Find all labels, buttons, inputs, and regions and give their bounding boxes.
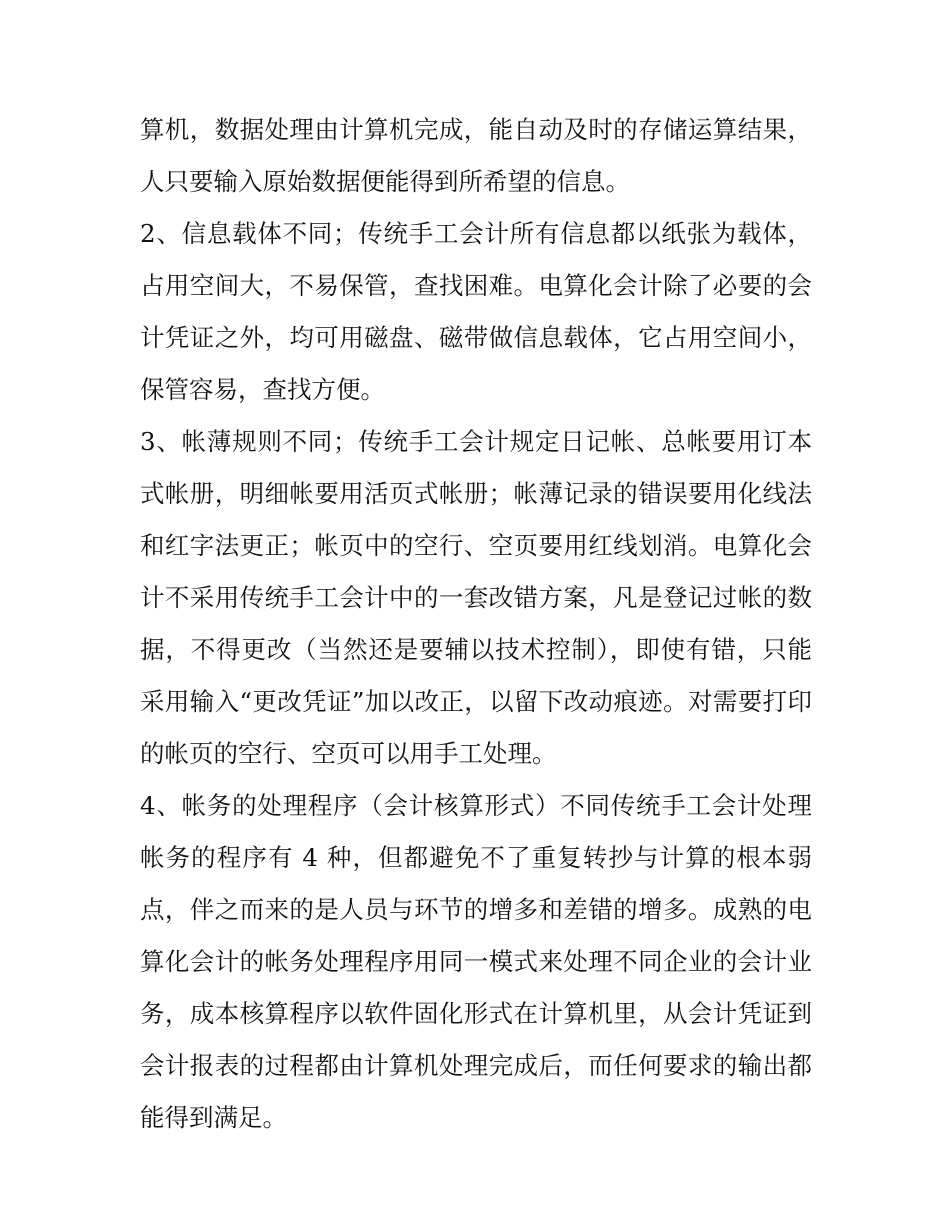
text-line: 占用空间大，不易保管，查找困难。电算化会计除了必要的会 [140, 271, 812, 300]
text-line: 人只要输入原始数据便能得到所希望的信息。 [140, 167, 630, 196]
text-line: 3、帐薄规则不同；传统手工会计规定日记帐、总帐要用订本 [140, 427, 812, 456]
text-line: 会计报表的过程都由计算机处理完成后，而任何要求的输出都 [140, 1051, 812, 1080]
paragraph-information-carrier [140, 208, 812, 416]
document-body [140, 104, 812, 1144]
text-line: 算化会计的帐务处理程序用同一模式来处理不同企业的会计业 [140, 947, 812, 976]
text-line: 点，伴之而来的是人员与环节的增多和差错的增多。成熟的电 [140, 895, 812, 924]
text-line: 据，不得更改（当然还是要辅以技术控制），即使有错，只能 [140, 635, 812, 664]
text-line: 4、帐务的处理程序（会计核算形式）不同传统手工会计处理 [140, 791, 812, 820]
text-line: 式帐册，明细帐要用活页式帐册；帐薄记录的错误要用化线法 [140, 479, 812, 508]
text-line: 采用输入“更改凭证”加以改正，以留下改动痕迹。对需要打印 [140, 687, 812, 716]
text-line: 2、信息载体不同；传统手工会计所有信息都以纸张为载体， [140, 219, 812, 248]
text-line: 能得到满足。 [140, 1103, 287, 1132]
text-line: 帐务的程序有 4 种，但都避免不了重复转抄与计算的根本弱 [140, 843, 812, 872]
text-line: 保管容易，查找方便。 [140, 375, 385, 404]
paragraph-continuation [140, 104, 812, 208]
paragraph-processing-procedure [140, 780, 812, 1144]
text-line: 计不采用传统手工会计中的一套改错方案，凡是登记过帐的数 [140, 583, 812, 612]
text-line: 计凭证之外，均可用磁盘、磁带做信息载体，它占用空间小， [140, 323, 812, 352]
paragraph-ledger-rules [140, 416, 812, 780]
text-line: 的帐页的空行、空页可以用手工处理。 [140, 739, 557, 768]
text-line: 算机，数据处理由计算机完成，能自动及时的存储运算结果， [140, 115, 812, 144]
text-line: 和红字法更正；帐页中的空行、空页要用红线划消。电算化会 [140, 531, 812, 560]
text-line: 务，成本核算程序以软件固化形式在计算机里，从会计凭证到 [140, 999, 812, 1028]
